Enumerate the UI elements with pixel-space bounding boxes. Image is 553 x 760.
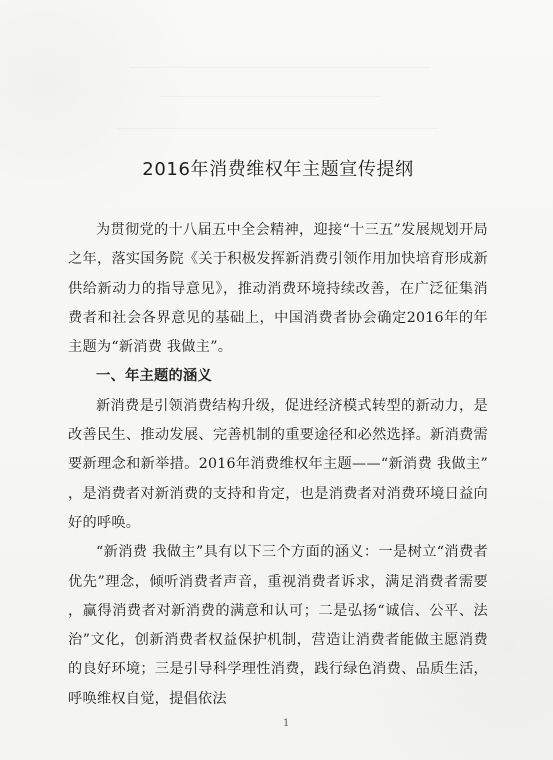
bleed-through-mark bbox=[160, 96, 380, 97]
document-title: 2016年消费维权年主题宣传提纲 bbox=[142, 159, 414, 180]
bleed-through-mark bbox=[130, 67, 430, 68]
intro-paragraph: 为贯彻党的十八届五中全会精神，迎接“十三五”发展规划开局之年，落实国务院《关于积极发挥新消费引领作用加快培育形成新供给新动力的指导意见》，推动消费环境持续改善，在广泛征集消费者和社会各界意见的基础上，中国消费者协会确定2016年的年主题为“新消费 我做主”。 bbox=[68, 222, 488, 356]
bleed-through-mark bbox=[118, 128, 438, 129]
section-paragraph-2: “新消费 我做主”具有以下三个方面的涵义：一是树立“消费者优先”理念，倾听消费者声音，重视消费者诉求，满足消费者需要，赢得消费者对新消费的满意和认可；二是弘扬“诚信、公平、法治”文化，创新消费者权益保护机制，营造让消费者能做主愿消费的良好环境；三是引导科学理性消费，践行绿色消费、品质生活，呼唤维权自觉，提倡依法 bbox=[68, 544, 488, 707]
section-paragraph-1: 新消费是引领消费结构升级，促进经济模式转型的新动力，是改善民生、推动发展、完善机制的重要途径和必然选择。新消费需要新理念和新举措。2016年消费维权年主题——“新消费 我做主”，是消费者对新消费的支持和肯定，也是消费者对消费环境日益向好的呼唤。 bbox=[68, 397, 488, 531]
document-content bbox=[68, 158, 488, 714]
section-heading: 一、年主题的涵义 bbox=[96, 368, 212, 385]
page-number: 1 bbox=[283, 718, 290, 729]
